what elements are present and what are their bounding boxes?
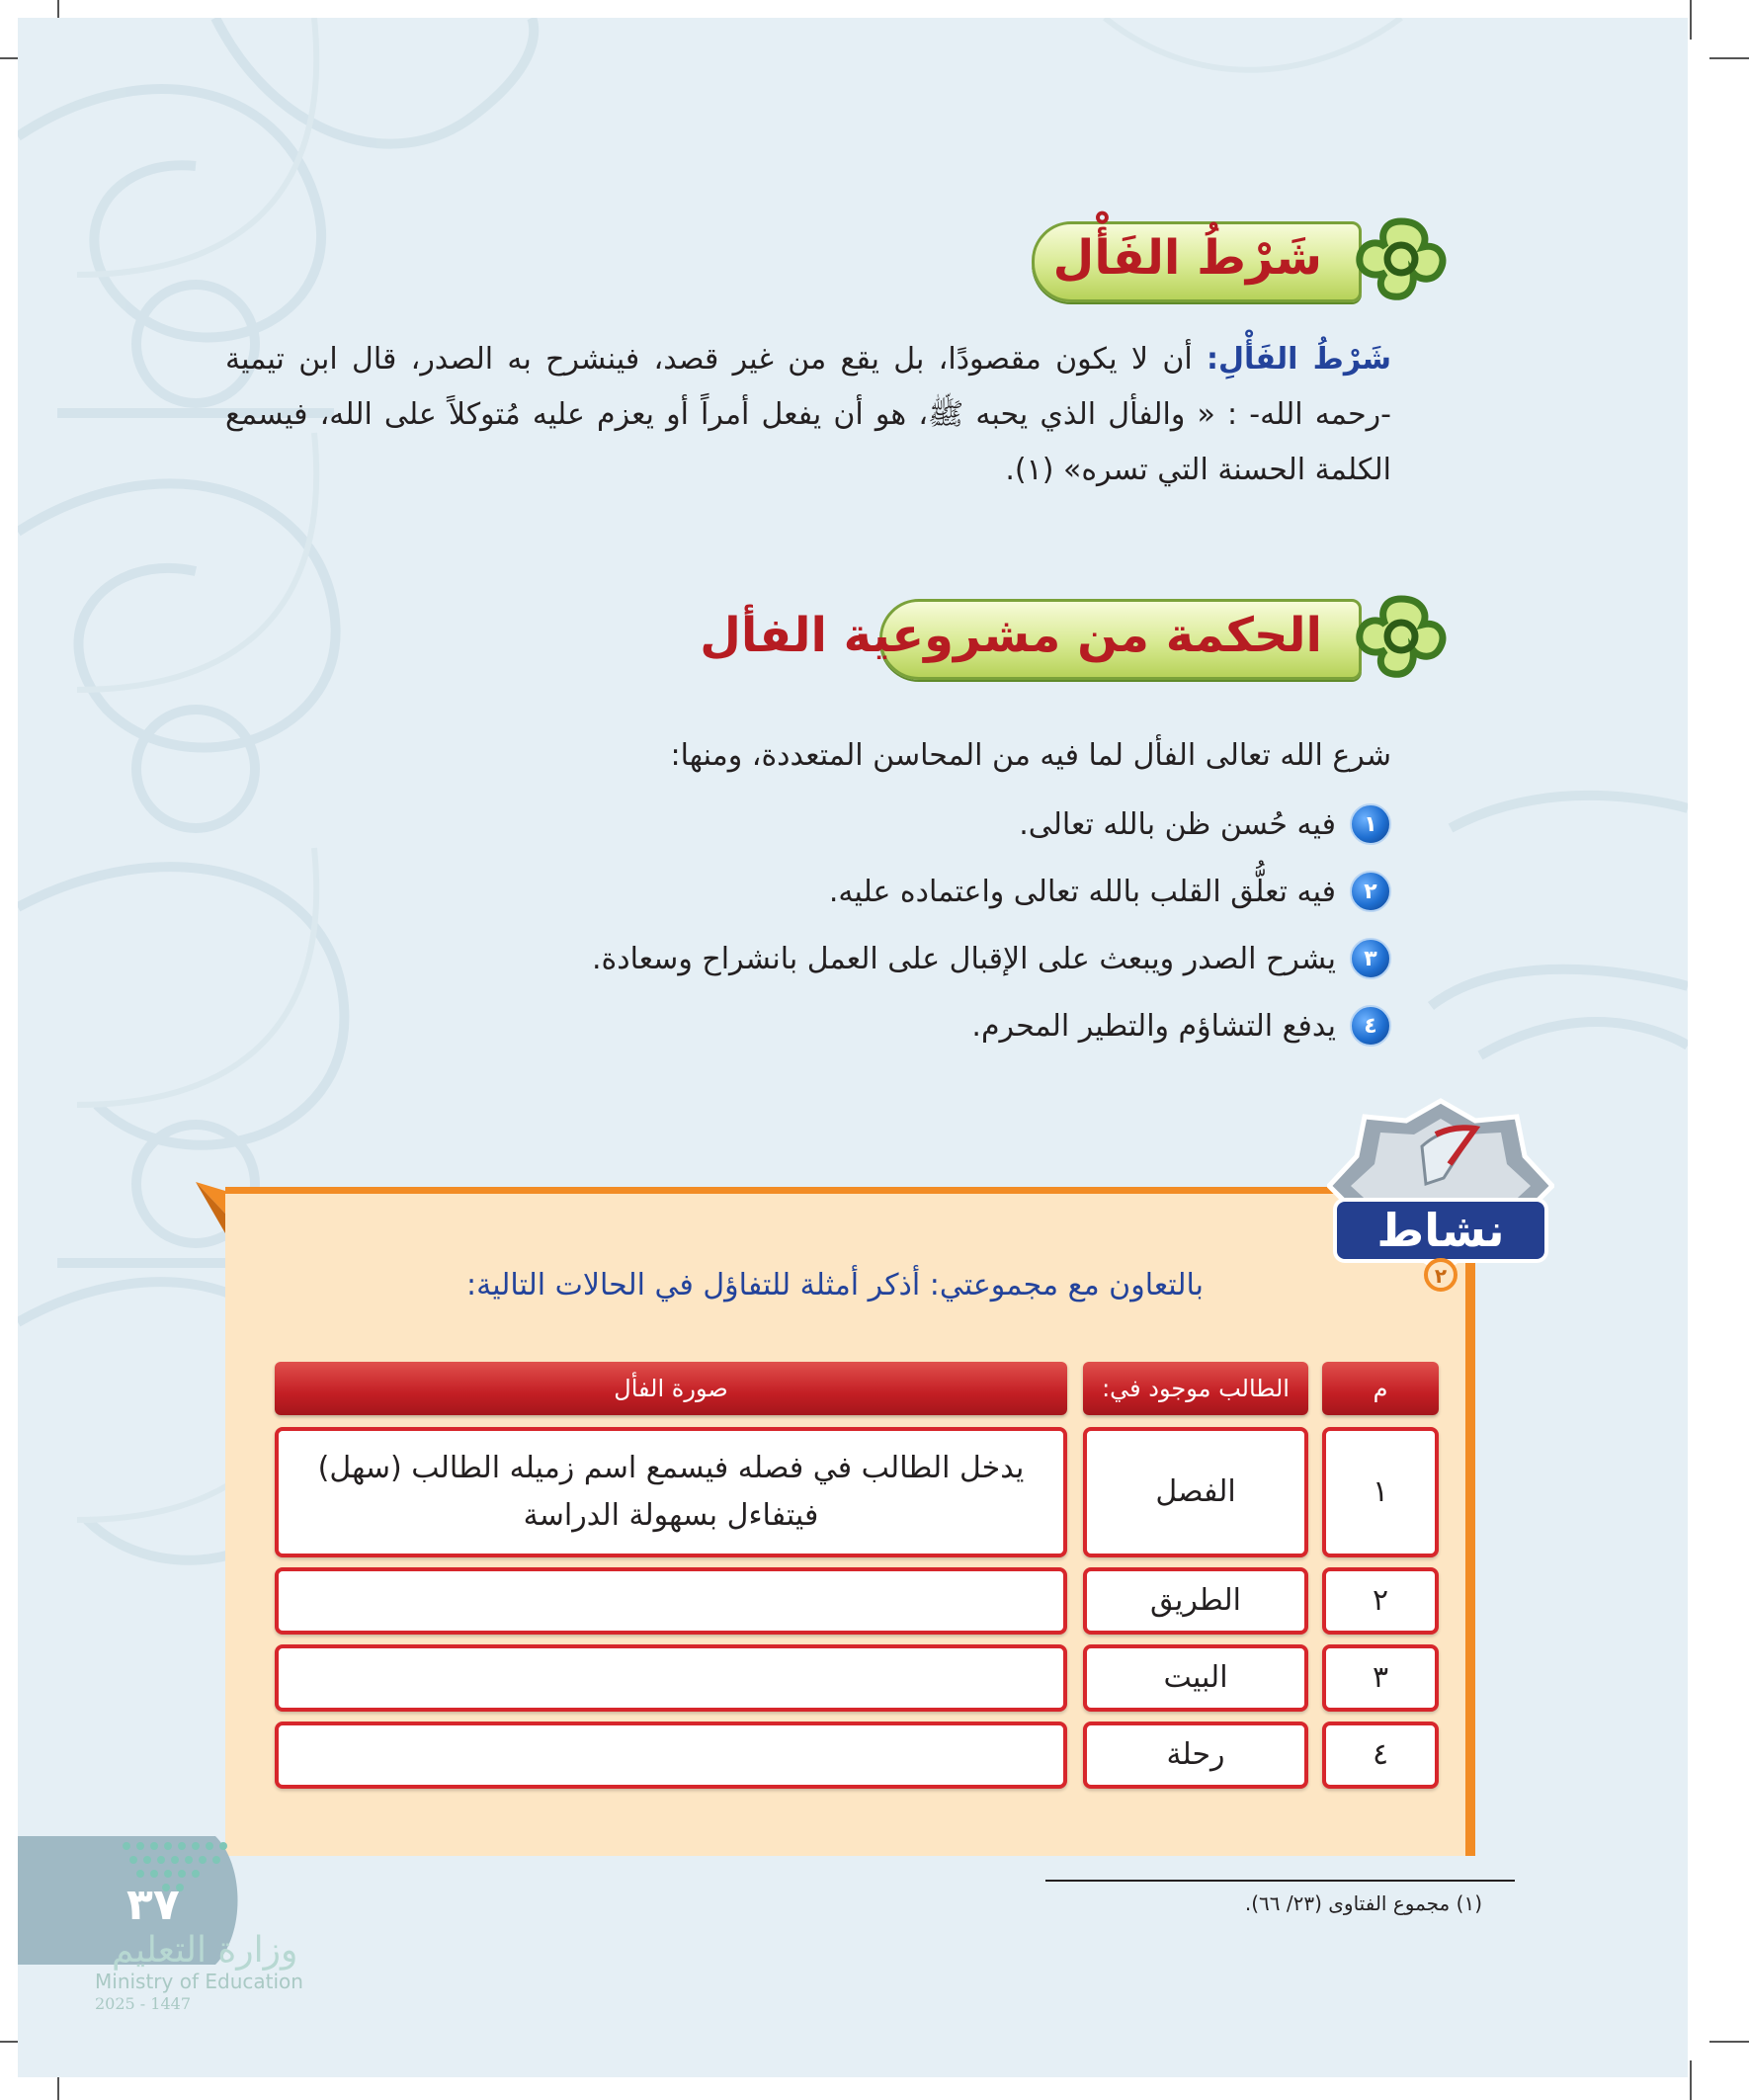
number-bullet: ٢ (1350, 871, 1391, 912)
footnote: (١) مجموع الفتاوى (٢٣/ ٦٦). (1244, 1891, 1482, 1915)
footnote-separator (1045, 1880, 1515, 1882)
paragraph-text: أن لا يكون مقصودًا، بل يقع من غير قصد، فينشرح به الصدر، قال ابن تيمية -رحمه الله- : « والفأل الذي يحبه ﷺ، هو أن يفعل أمراً أو يعزم عليه مُتوكلاً على الله، فيسمع الكلمة الحسنة التي تسره» (١). (225, 342, 1391, 487)
badge-label: نشاط (1376, 1204, 1505, 1257)
section-title: شَرْطُ الفَأْل (1052, 230, 1322, 286)
section-title: الحكمة من مشروعية الفأل (700, 608, 1322, 663)
activity-prompt: بالتعاون مع مجموعتي: أذكر أمثلة للتفاؤل في الحالات التالية: (466, 1268, 1204, 1302)
list-item-text: فيه حُسن ظن بالله تعالى. (1019, 806, 1336, 842)
cell-image[interactable] (275, 1644, 1067, 1712)
cell-image[interactable] (275, 1722, 1067, 1789)
crop-mark (1709, 2041, 1749, 2043)
cell-num: ٢ (1322, 1567, 1439, 1635)
keyword-condition: شَرْطُ الفَأْلِ: (1207, 342, 1391, 377)
crop-mark (1709, 57, 1749, 59)
list-item (592, 992, 1391, 1059)
islamic-knot-icon (1352, 591, 1451, 682)
cell-num: ١ (1322, 1427, 1439, 1557)
cell-image[interactable]: يدخل الطالب في فصله فيسمع اسم زميله الطالب (سهل) فيتفاءل بسهولة الدراسة (275, 1427, 1067, 1557)
number-bullet: ١ (1350, 803, 1391, 845)
cell-place: البيت (1083, 1644, 1308, 1712)
badge-number: ٢ (1434, 1264, 1448, 1288)
crop-mark (1690, 0, 1692, 40)
section-heading-condition (1038, 213, 1451, 304)
section-heading-wisdom (700, 591, 1451, 682)
header-num: م (1322, 1362, 1439, 1415)
list-item-text: فيه تعلُّق القلب بالله تعالى واعتماده عليه. (828, 874, 1336, 909)
activity-box (225, 1187, 1475, 1856)
list-item-text: يدفع التشاؤم والتطير المحرم. (971, 1008, 1336, 1044)
list-item-text: يشرح الصدر ويبعث على الإقبال على العمل بانشراح وسعادة. (591, 941, 1336, 976)
cell-place: الفصل (1083, 1427, 1308, 1557)
cell-place: الطريق (1083, 1567, 1308, 1635)
wisdom-list (592, 791, 1391, 1059)
edition-year: 2025 - 1447 (95, 1994, 192, 2013)
crop-mark (1690, 2060, 1692, 2100)
condition-paragraph (225, 332, 1391, 498)
wisdom-intro: شرع الله تعالى الفأل لما فيه من المحاسن المتعددة، ومنها: (670, 738, 1391, 773)
cell-num: ٤ (1322, 1722, 1439, 1789)
activity-badge (1327, 1095, 1554, 1297)
textbook-page (18, 18, 1688, 2077)
ministry-name-english: Ministry of Education (95, 1970, 303, 1993)
cell-image[interactable] (275, 1567, 1067, 1635)
list-item (592, 791, 1391, 858)
header-place: الطالب موجود في: (1083, 1362, 1308, 1415)
number-bullet: ٤ (1350, 1005, 1391, 1047)
number-bullet: ٣ (1350, 938, 1391, 979)
list-item (592, 925, 1391, 992)
ministry-name-arabic: وزارة التعليم (112, 1930, 298, 1971)
cell-num: ٣ (1322, 1644, 1439, 1712)
cell-place: رحلة (1083, 1722, 1308, 1789)
header-image: صورة الفأل (275, 1362, 1067, 1415)
islamic-knot-icon (1352, 213, 1451, 304)
page-number: ٣٧ (126, 1880, 180, 1930)
list-item (592, 858, 1391, 925)
